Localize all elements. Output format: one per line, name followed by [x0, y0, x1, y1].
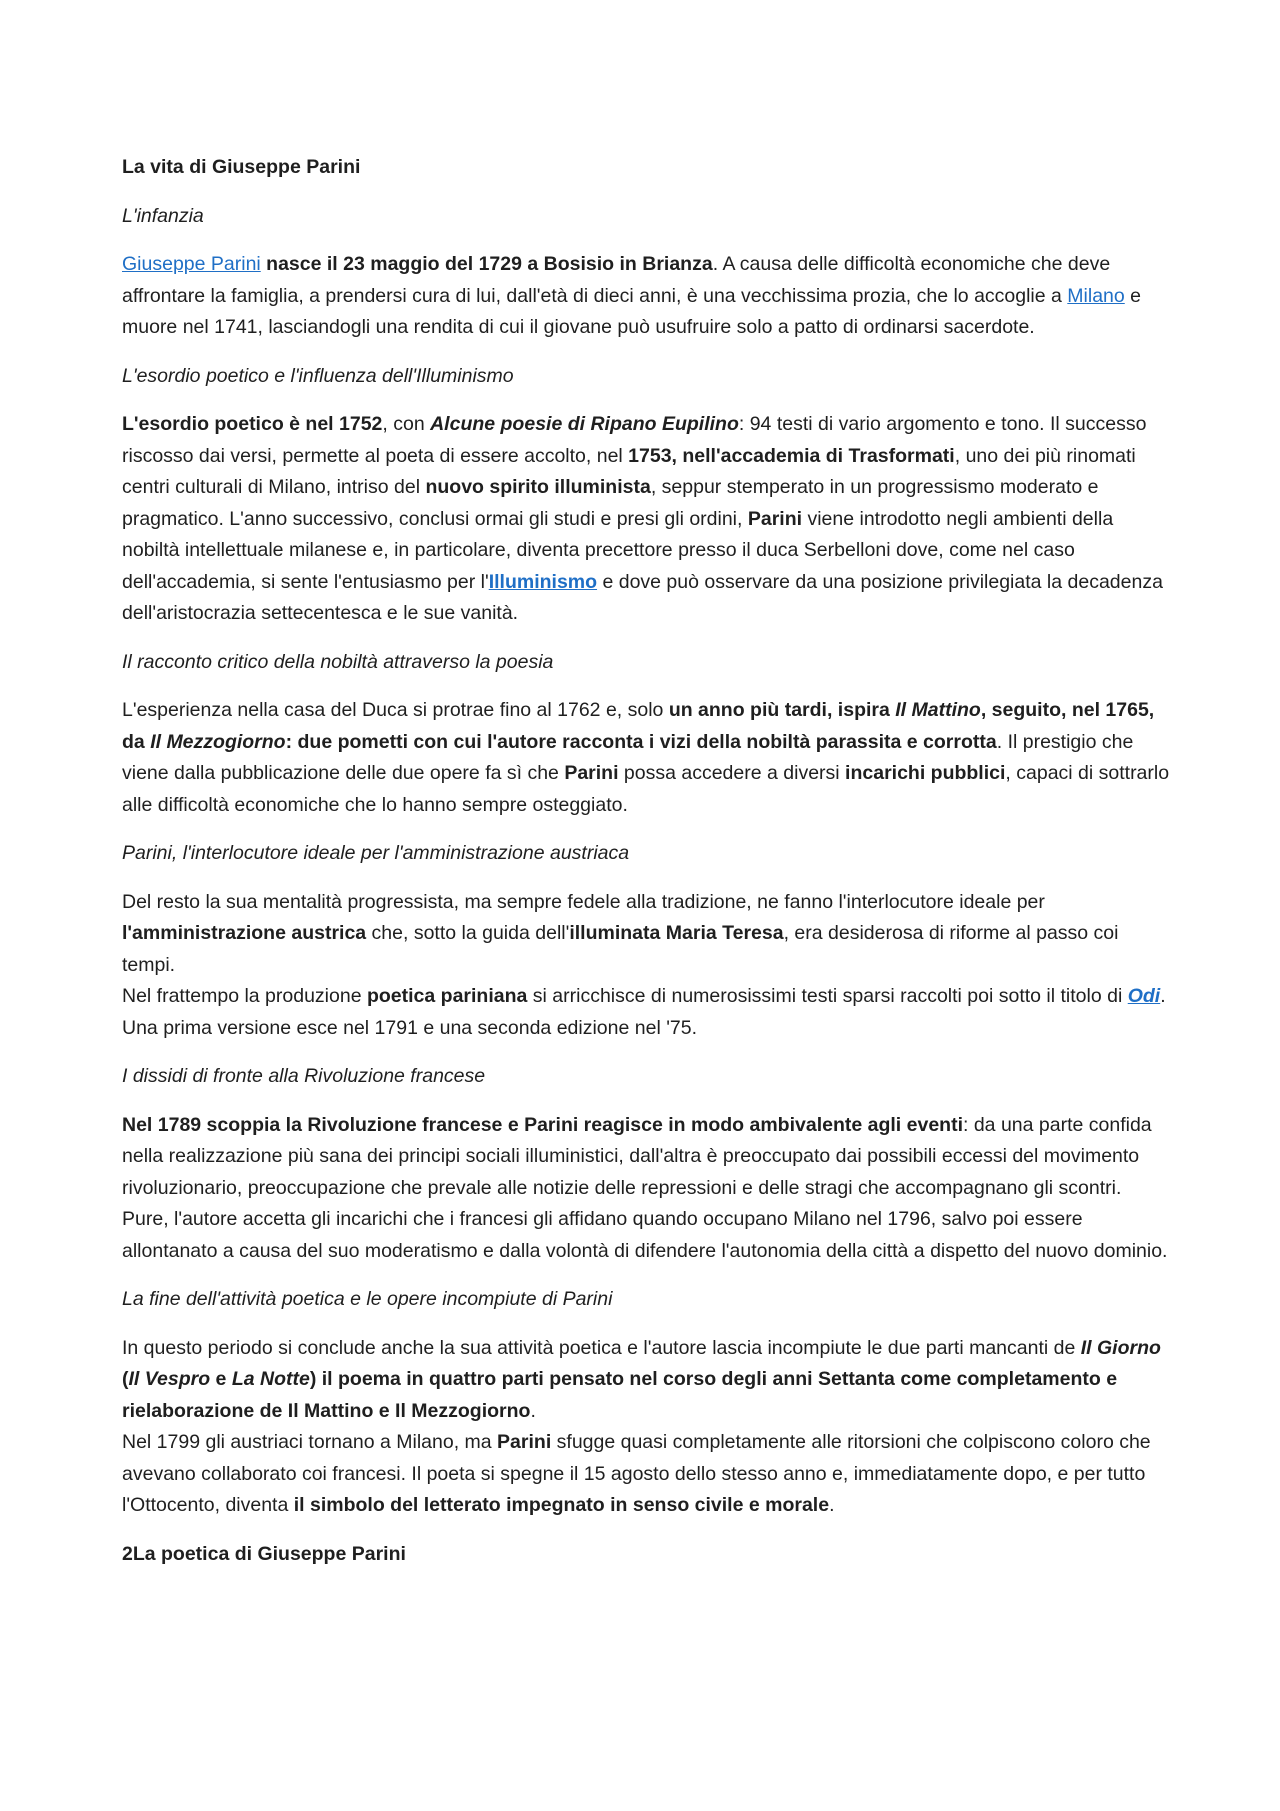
document-page: [122, 152, 1172, 1587]
page-title: La vita di Giuseppe Parini: [122, 156, 361, 178]
paragraph-fine: In questo periodo si conclude anche la sua attività poetica e l'autore lascia incompiute le due parti mancanti de Il Giorno (Il Vespro e La Notte) il poema in quattro parti pensato nel corso degli anni Settanta come completamento e rielaborazione de Il Mattino e Il Mezzogiorno. Nel 1799 gli austriaci tornano a Milano, ma Parini sfugge quasi completamente alle ritorsioni che colpiscono coloro che avevano collaborato coi francesi. Il poeta si spegne il 15 agosto dello stesso anno e, immediatamente dopo, e per tutto l'Ottocento, diventa il simbolo del letterato impegnato in senso civile e morale.: [122, 1336, 1161, 1516]
section-heading-racconto: Il racconto critico della nobiltà attraverso la poesia: [122, 650, 554, 673]
paragraph-esordio: L'esordio poetico è nel 1752, con Alcune poesie di Ripano Eupilino: 94 testi di vario argomento e tono. Il successo riscosso dai versi, permette al poeta di essere accolto, nel 1753, nell'accademia di Trasformati, uno dei più rinomati centri culturali di Milano, intriso del nuovo spirito illuminista, seppur stemperato in un progressismo moderato e pragmatico. L'anno successivo, conclusi ormai gli studi e presi gli ordini, Parini viene introdotto negli ambienti della nobiltà intellettuale milanese e, in particolare, diventa precettore presso il duca Serbelloni dove, come nel caso dell'accademia, si sente l'entusiasmo per l'Illuminismo e dove può osservare da una posizione privilegiata la decadenza dell'aristocrazia settecentesca e le sue vanità.: [122, 413, 1163, 624]
paragraph-amministrazione: Del resto la sua mentalità progressista, ma sempre fedele alla tradizione, ne fanno l'interlocutore ideale per l'amministrazione austrica che, sotto la guida dell'illuminata Maria Teresa, era desiderosa di riforme al passo coi tempi. Nel frattempo la produzione poetica pariniana si arricchisce di numerosissimi testi sparsi raccolti poi sotto il titolo di Odi. Una prima versione esce nel 1791 e una seconda edizione nel '75.: [122, 890, 1166, 1039]
section-heading-amministrazione: Parini, l'interlocutore ideale per l'amministrazione austriaca: [122, 842, 630, 864]
link-odi[interactable]: Odi: [1127, 985, 1161, 1007]
bold-text: nasce il 23 maggio del 1729 a Bosisio in Brianza: [260, 253, 713, 275]
work-title: Alcune poesie di Ripano Eupilino: [430, 413, 739, 435]
paragraph-racconto: L'esperienza nella casa del Duca si protrae fino al 1762 e, solo un anno più tardi, ispira Il Mattino, seguito, nel 1765, da Il Mezzogiorno: due pometti con cui l'autore racconta i vizi della nobiltà parassita e corrotta. Il prestigio che viene dalla pubblicazione delle due opere fa sì che Parini possa accedere a diversi incarichi pubblici, capaci di sottrarlo alle difficoltà economiche che lo hanno sempre osteggiato.: [122, 699, 1170, 816]
paragraph-rivoluzione: Nel 1789 scoppia la Rivoluzione francese e Parini reagisce in modo ambivalente agli eventi: da una parte confida nella realizzazione più sana dei principi sociali illuministici, dall'altra è preoccupato dai possibili eccessi del movimento rivoluzionario, preoccupazione che prevale alle notizie delle repressioni e delle stragi che accompagnano gli scontri. Pure, l'autore accetta gli incarichi che i francesi gli affidano quando occupano Milano nel 1796, salvo poi essere allontanato a causa del suo moderatismo e dalla volontà di difendere l'autonomia della città a dispetto del nuovo dominio.: [122, 1113, 1168, 1262]
section-heading-rivoluzione: I dissidi di fronte alla Rivoluzione francese: [122, 1065, 486, 1087]
work-title: Il Mattino: [895, 699, 981, 721]
link-giuseppe-parini[interactable]: Giuseppe Parini: [122, 253, 261, 275]
section-heading-esordio: L'esordio poetico e l'influenza dell'Illuminismo: [122, 364, 514, 387]
work-title: La Notte: [231, 1368, 310, 1390]
work-title: Il Giorno: [1080, 1336, 1161, 1359]
bold-text: L'esordio poetico è nel 1752: [122, 413, 383, 435]
bold-text: Parini: [747, 507, 803, 530]
section-heading-fine: La fine dell'attività poetica e le opere incompiute di Parini: [122, 1288, 613, 1310]
paragraph-infanzia: Giuseppe Parini nasce il 23 maggio del 1729 a Bosisio in Brianza. A causa delle difficoltà economiche che deve affrontare la famiglia, a prendersi cura di lui, dall'età di dieci anni, è una vecchissima prozia, che lo accoglie a Milano e muore nel 1741, lasciandogli una rendita di cui il giovane può usufruire solo a patto di ordinarsi sacerdote.: [122, 253, 1142, 338]
bold-text: nuovo spirito illuminista: [425, 476, 651, 498]
work-title: Il Vespro: [128, 1368, 211, 1390]
section-heading-infanzia: L'infanzia: [122, 204, 204, 227]
bold-text: 1753, nell'accademia di Trasformati: [628, 444, 955, 467]
link-milano[interactable]: Milano: [1067, 284, 1125, 307]
work-title: Il Mezzogiorno: [150, 730, 286, 753]
section-title-poetica: 2La poetica di Giuseppe Parini: [122, 1542, 406, 1565]
link-illuminismo[interactable]: Illuminismo: [488, 570, 598, 593]
